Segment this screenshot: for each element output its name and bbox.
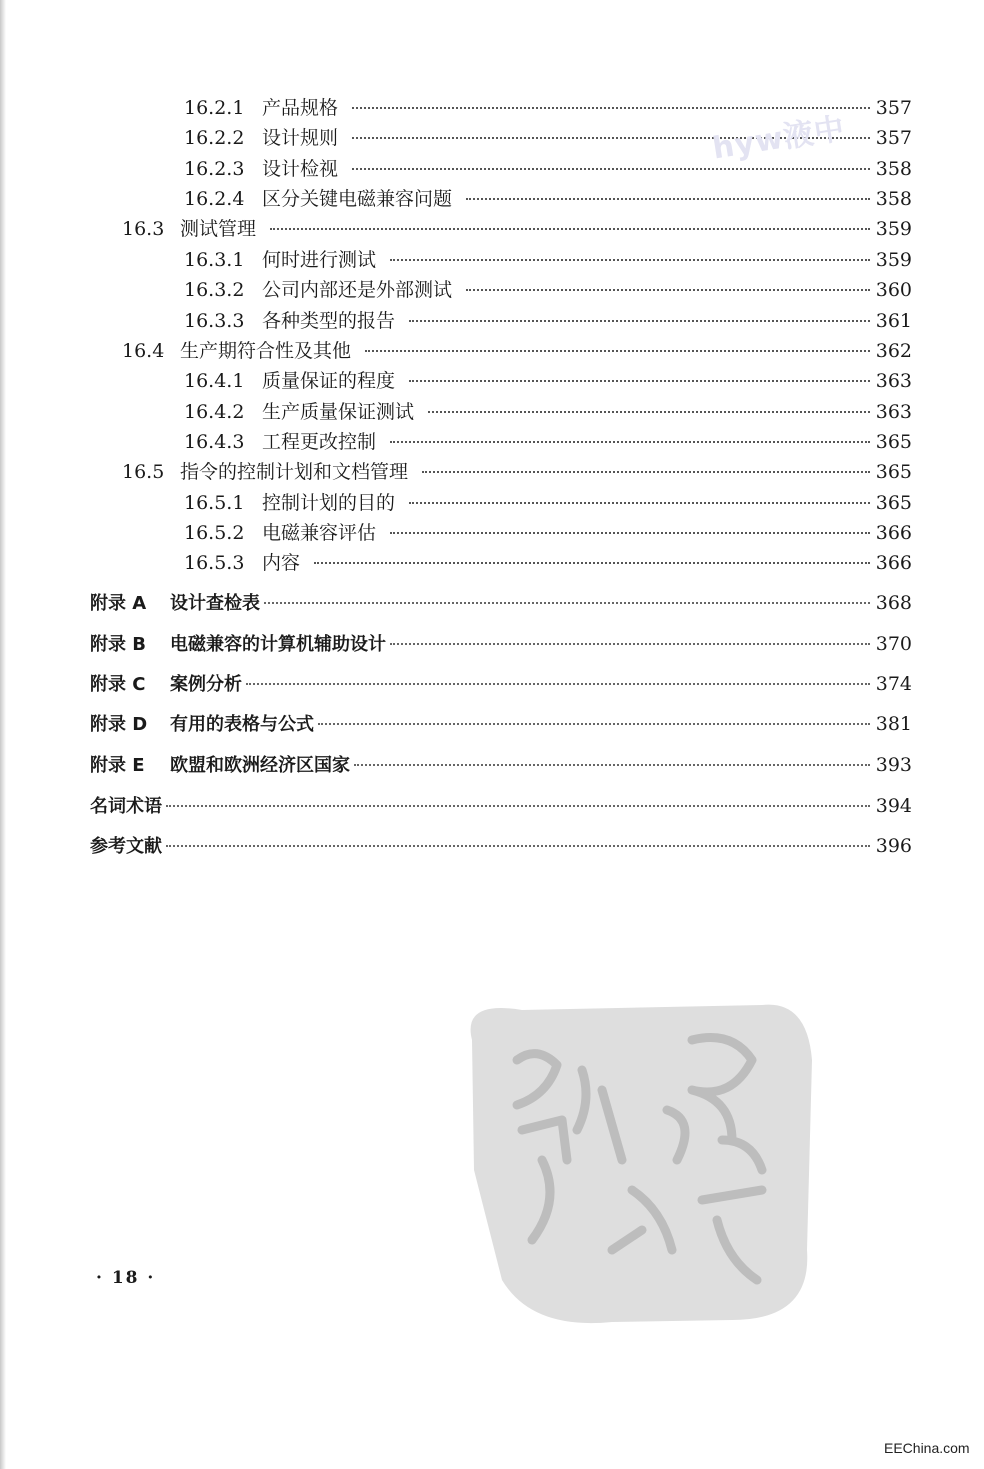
toc-entry-page: 359 xyxy=(875,218,912,240)
toc-entry-number: 16.3.1 xyxy=(184,249,245,271)
toc-entry-number: 16.4.1 xyxy=(184,370,245,392)
toc-entry-page: 362 xyxy=(875,340,912,362)
toc-dot-leader xyxy=(409,380,870,382)
toc-entry-number: 附录 E xyxy=(90,755,145,776)
toc-entry-number: 16.2.4 xyxy=(184,188,245,210)
toc-dot-leader xyxy=(390,643,870,645)
toc-entry-title: 公司内部还是外部测试 xyxy=(262,279,453,301)
toc-entry-page: 357 xyxy=(875,97,912,119)
toc-entry-number: 16.4.2 xyxy=(184,401,245,423)
toc-dot-leader xyxy=(246,683,870,685)
toc-entry-title: 设计检视 xyxy=(262,158,339,180)
toc-dot-leader xyxy=(270,228,870,230)
toc-entry-title: 设计规则 xyxy=(262,127,339,149)
toc-entry-number: 附录 B xyxy=(90,634,146,655)
toc-entry-page: 360 xyxy=(875,279,912,301)
toc-entry-page: 393 xyxy=(875,754,912,776)
toc-entry-number: 16.5.3 xyxy=(184,552,245,574)
toc-entry[interactable] xyxy=(90,630,912,658)
toc-entry[interactable] xyxy=(184,245,912,273)
toc-entry[interactable] xyxy=(184,397,912,425)
toc-entry-number: 16.3.2 xyxy=(184,279,245,301)
toc-entry-title: 测试管理 xyxy=(180,218,257,240)
toc-entry-number: 附录 A xyxy=(90,593,147,614)
toc-entry-title: 指令的控制计划和文档管理 xyxy=(180,461,409,483)
toc-dot-leader xyxy=(264,602,870,604)
toc-dot-leader xyxy=(390,532,870,534)
toc-entry[interactable] xyxy=(90,792,912,820)
toc-entry-title: 生产质量保证测试 xyxy=(262,401,415,423)
toc-entry[interactable] xyxy=(90,589,912,617)
toc-entry-page: 366 xyxy=(875,552,912,574)
toc-entry-title: 质量保证的程度 xyxy=(262,370,396,392)
toc-entry-title: 生产期符合性及其他 xyxy=(180,340,352,362)
toc-entry-number: 16.3.3 xyxy=(184,310,245,332)
toc-entry-title: 有用的表格与公式 xyxy=(170,714,314,735)
toc-entry-page: 368 xyxy=(875,592,912,614)
toc-entry-title: 工程更改控制 xyxy=(262,431,377,453)
toc-entry-title: 案例分析 xyxy=(170,674,242,695)
toc-entry-page: 357 xyxy=(875,127,912,149)
toc-dot-leader xyxy=(409,320,870,322)
toc-entry-title: 区分关键电磁兼容问题 xyxy=(262,188,453,210)
toc-entry-title: 欧盟和欧洲经济区国家 xyxy=(170,755,350,776)
toc-entry-page: 363 xyxy=(875,370,912,392)
toc-entry[interactable] xyxy=(184,275,912,303)
toc-entry-page: 381 xyxy=(875,713,912,735)
toc-entry-title: 内容 xyxy=(262,552,301,574)
toc-dot-leader xyxy=(428,411,870,413)
toc-entry[interactable] xyxy=(184,366,912,394)
toc-entry[interactable] xyxy=(122,214,912,242)
toc-dot-leader xyxy=(390,259,870,261)
toc-entry[interactable] xyxy=(184,427,912,455)
toc-entry-number: 16.5 xyxy=(122,461,165,483)
footer-credit: EEChina.com xyxy=(884,1440,970,1456)
toc-entry-number: 16.3 xyxy=(122,218,165,240)
toc-dot-leader xyxy=(166,805,870,807)
toc-dot-leader xyxy=(390,441,870,443)
toc-entry-number: 16.4 xyxy=(122,340,165,362)
toc-entry[interactable] xyxy=(122,457,912,485)
toc-entry-title: 何时进行测试 xyxy=(262,249,377,271)
toc-entry-page: 365 xyxy=(875,431,912,453)
toc-entry-number: 16.2.3 xyxy=(184,158,245,180)
toc-entry-page: 359 xyxy=(875,249,912,271)
toc-dot-leader xyxy=(352,107,870,109)
toc-dot-leader xyxy=(409,502,870,504)
toc-entry-title: 参考文献 xyxy=(90,836,162,857)
toc-entry-title: 各种类型的报告 xyxy=(262,310,396,332)
toc-entry[interactable] xyxy=(122,336,912,364)
toc-entry-page: 366 xyxy=(875,522,912,544)
watermark-text: hyw液中 xyxy=(710,111,848,167)
toc-entry[interactable] xyxy=(184,306,912,334)
toc-entry-title: 电磁兼容评估 xyxy=(262,522,377,544)
toc-entry-number: 16.5.1 xyxy=(184,492,245,514)
toc-entry-number: 16.2.1 xyxy=(184,97,245,119)
toc-entry[interactable] xyxy=(184,184,912,212)
toc-dot-leader xyxy=(318,723,870,725)
watermark-seal-icon xyxy=(462,1000,822,1330)
page-number: · 18 · xyxy=(96,1268,156,1288)
toc-entry-number: 16.4.3 xyxy=(184,431,245,453)
toc-entry-page: 365 xyxy=(875,461,912,483)
toc-entry-page: 363 xyxy=(875,401,912,423)
toc-entry-title: 电磁兼容的计算机辅助设计 xyxy=(170,634,386,655)
toc-entry-page: 361 xyxy=(875,310,912,332)
toc-entry[interactable] xyxy=(184,488,912,516)
toc-entry[interactable] xyxy=(184,518,912,546)
toc-entry-number: 附录 D xyxy=(90,714,148,735)
toc-entry-page: 370 xyxy=(875,633,912,655)
toc-entry-page: 396 xyxy=(875,835,912,857)
toc-entry-page: 358 xyxy=(875,158,912,180)
toc-entry[interactable] xyxy=(90,832,912,860)
toc-entry-title: 控制计划的目的 xyxy=(262,492,396,514)
toc-entry-page: 365 xyxy=(875,492,912,514)
toc-entry-number: 16.5.2 xyxy=(184,522,245,544)
toc-entry-title: 产品规格 xyxy=(262,97,339,119)
toc-entry-number: 附录 C xyxy=(90,674,146,695)
toc-entry-number: 16.2.2 xyxy=(184,127,245,149)
toc-dot-leader xyxy=(365,350,870,352)
toc-dot-leader xyxy=(314,562,870,564)
toc-entry-page: 394 xyxy=(875,795,912,817)
toc-entry[interactable] xyxy=(90,751,912,779)
toc-entry[interactable] xyxy=(184,548,912,576)
toc-dot-leader xyxy=(466,198,870,200)
toc-dot-leader xyxy=(352,168,870,170)
toc-dot-leader xyxy=(354,764,870,766)
toc-entry-page: 358 xyxy=(875,188,912,210)
toc-dot-leader xyxy=(166,845,870,847)
toc-entry-title: 设计查检表 xyxy=(170,593,260,614)
toc-entry-page: 374 xyxy=(875,673,912,695)
toc-entry[interactable] xyxy=(90,710,912,738)
toc-dot-leader xyxy=(422,471,870,473)
toc-dot-leader xyxy=(466,289,870,291)
toc-entry-title: 名词术语 xyxy=(90,796,162,817)
toc-entry[interactable] xyxy=(90,670,912,698)
